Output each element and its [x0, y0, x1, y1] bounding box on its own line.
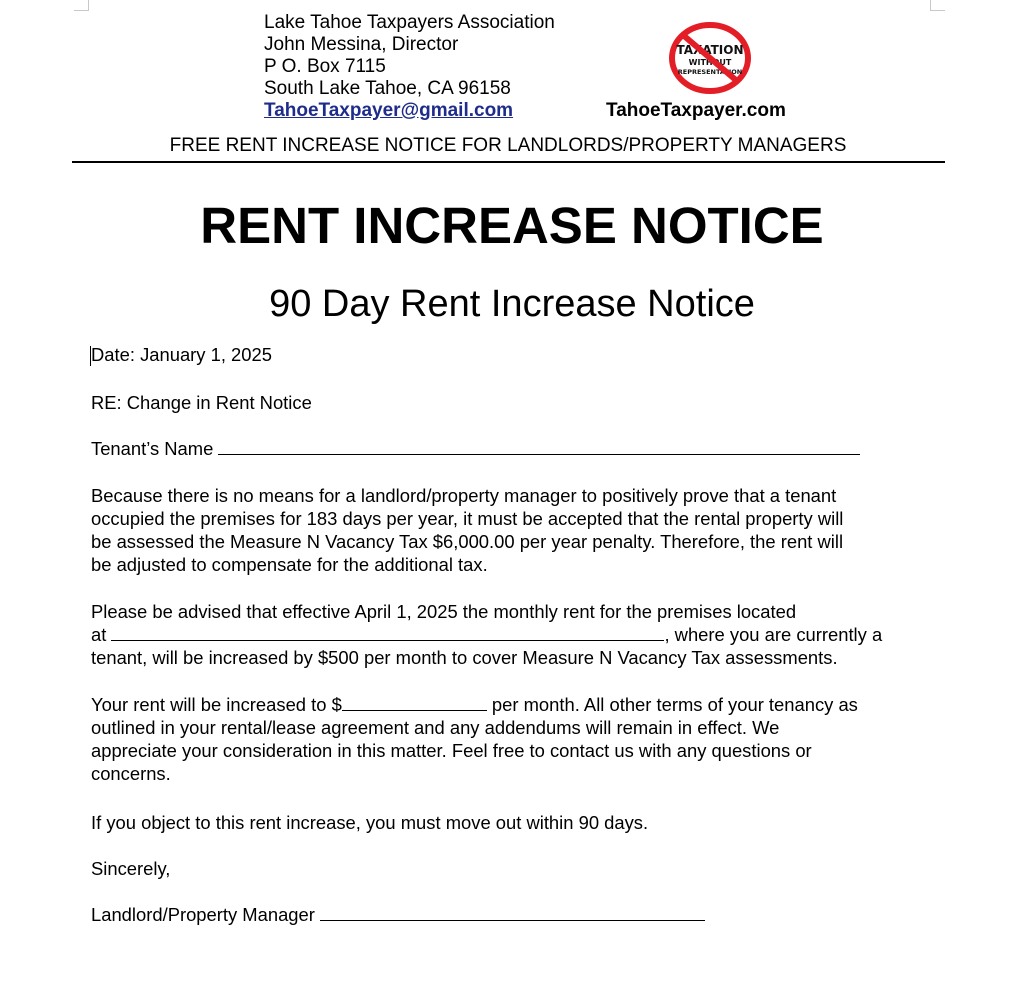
page-corner-mark — [74, 0, 89, 11]
paragraph-vacancy-tax — [91, 484, 843, 576]
signature-label: Landlord/Property Manager — [91, 904, 320, 925]
new-rent-prefix: Your rent will be increased to $ — [91, 694, 342, 715]
email-link[interactable]: TahoeTaxpayer@gmail.com — [264, 100, 514, 121]
objection-line: If you object to this rent increase, you must move out within 90 days. — [91, 812, 649, 833]
website-label: TahoeTaxpayer.com — [606, 100, 786, 121]
logo-text-line2: WITHOUT — [688, 58, 732, 67]
logo-text-line1: TAXATION — [676, 43, 744, 57]
paragraph-new-rent — [91, 693, 858, 785]
paragraph-line: occupied the premises for 183 days per year, it must be accepted that the rental property will — [91, 508, 844, 529]
new-rent-line — [91, 693, 858, 716]
city-line: South Lake Tahoe, CA 96158 — [264, 78, 511, 99]
tenant-name-field[interactable] — [218, 437, 860, 455]
tenant-name-line — [91, 437, 860, 460]
page-corner-mark — [930, 0, 945, 11]
paragraph-line: tenant, will be increased by $500 per month to cover Measure N Vacancy Tax assessments. — [91, 647, 838, 668]
paragraph-line: appreciate your consideration in this matter. Feel free to contact us with any questions or — [91, 740, 812, 761]
closing-line: Sincerely, — [91, 858, 171, 879]
page-subtitle: 90 Day Rent Increase Notice — [269, 283, 755, 325]
signature-line — [91, 903, 705, 926]
no-taxation-without-representation-icon — [668, 22, 752, 94]
page-title: RENT INCREASE NOTICE — [200, 197, 824, 254]
paragraph-line: be assessed the Measure N Vacancy Tax $6,000.00 per year penalty. Therefore, the rent will — [91, 531, 844, 552]
premises-prefix: at — [91, 624, 112, 645]
paragraph-effective-date — [91, 600, 882, 669]
premises-line — [91, 623, 882, 646]
address-block — [264, 12, 555, 122]
tagline: FREE RENT INCREASE NOTICE FOR LANDLORDS/PROPERTY MANAGERS — [169, 135, 847, 156]
org-name: Lake Tahoe Taxpayers Association — [264, 12, 555, 33]
po-box: P O. Box 7115 — [264, 56, 386, 77]
logo-text-line3: REPRESENTATION — [677, 68, 743, 76]
premises-suffix: , where you are currently a — [664, 624, 883, 645]
paragraph-line: be adjusted to compensate for the additional tax. — [91, 554, 488, 575]
re-line: RE: Change in Rent Notice — [91, 392, 312, 413]
new-rent-amount-field[interactable] — [342, 693, 487, 711]
paragraph-line: concerns. — [91, 763, 171, 784]
paragraph-line: Please be advised that effective April 1, 2025 the monthly rent for the premises located — [91, 601, 797, 622]
premises-address-field[interactable] — [111, 623, 664, 641]
tenant-name-label: Tenant’s Name — [91, 438, 219, 459]
new-rent-suffix: per month. All other terms of your tenancy as — [486, 694, 858, 715]
signature-field[interactable] — [320, 903, 705, 921]
director-name: John Messina, Director — [264, 34, 459, 55]
paragraph-line: Because there is no means for a landlord/property manager to positively prove that a tenant — [91, 485, 837, 506]
header-divider — [72, 161, 945, 163]
paragraph-line: outlined in your rental/lease agreement and any addendums will remain in effect. We — [91, 717, 780, 738]
date-line: Date: January 1, 2025 — [91, 344, 272, 365]
